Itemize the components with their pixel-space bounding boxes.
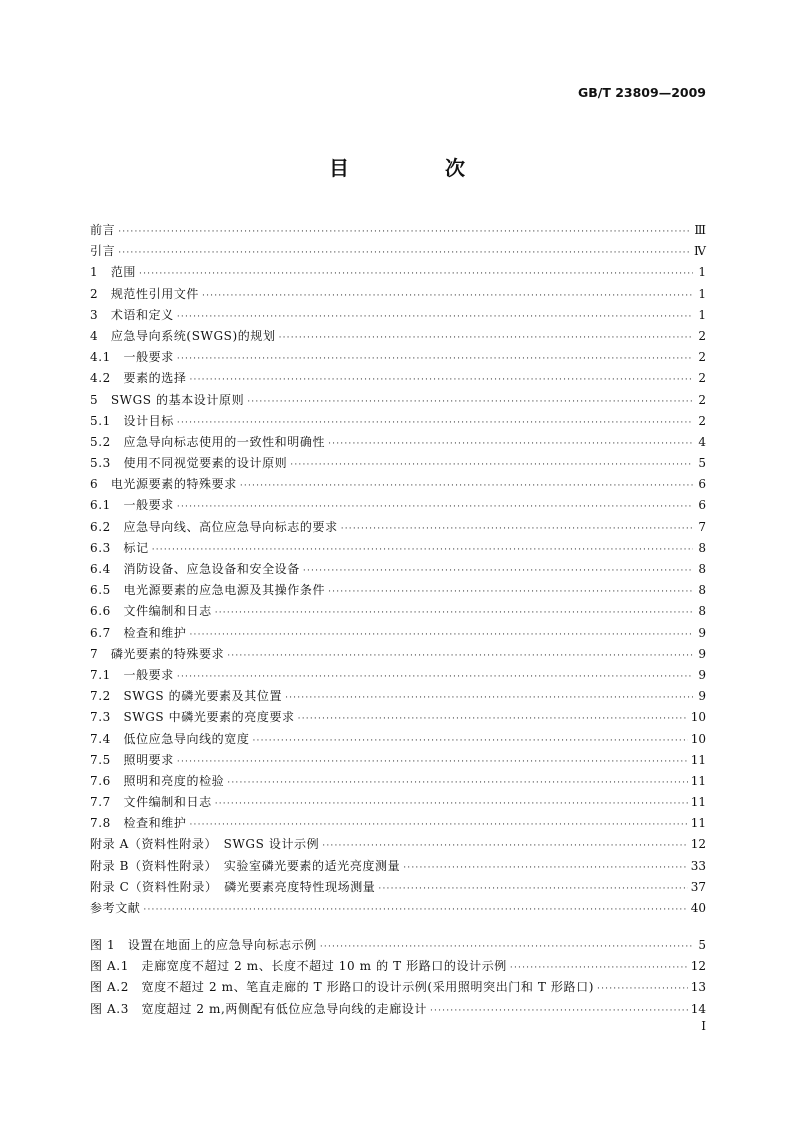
toc-entry-page-number: 8: [698, 583, 706, 598]
dot-leader: [430, 1001, 688, 1022]
dot-leader: [190, 625, 694, 646]
dot-leader: [298, 709, 688, 730]
figure-entry[interactable]: [90, 999, 706, 1020]
toc-entry-page-number: 11: [690, 752, 706, 767]
toc-entry-label: 附录 A（资料性附录） SWGS 设计示例: [90, 837, 320, 852]
table-of-contents: [90, 220, 706, 919]
dot-leader: [177, 307, 693, 328]
toc-entry-page-number: 9: [698, 667, 706, 682]
toc-entry-label: 附录 C（资料性附录） 磷光要素亮度特性现场测量: [90, 879, 376, 894]
toc-entry[interactable]: [90, 644, 706, 665]
toc-entry-label: 6 电光源要素的特殊要求: [90, 477, 237, 492]
toc-entry[interactable]: [90, 495, 706, 516]
toc-entry[interactable]: [90, 813, 706, 834]
page-folio: Ⅰ: [701, 1019, 706, 1033]
figure-entry[interactable]: [90, 977, 706, 998]
figure-entry-page-number: 12: [690, 959, 706, 974]
dot-leader: [215, 794, 688, 815]
toc-entry-label: 7.7 文件编制和日志: [90, 795, 212, 810]
toc-entry[interactable]: [90, 220, 706, 241]
toc-entry[interactable]: [90, 347, 706, 368]
toc-entry-label: 6.1 一般要求: [90, 498, 174, 513]
toc-entry[interactable]: [90, 241, 706, 262]
toc-entry-label: 5.2 应急导向标志使用的一致性和明确性: [90, 434, 326, 449]
toc-entry-label: 4.2 要素的选择: [90, 371, 187, 386]
dot-leader: [328, 434, 693, 455]
dot-leader: [152, 540, 693, 561]
toc-entry-label: 3 术语和定义: [90, 307, 174, 322]
toc-entry[interactable]: [90, 432, 706, 453]
toc-entry-page-number: 1: [698, 265, 706, 280]
toc-entry-page-number: 8: [698, 540, 706, 555]
toc-entry[interactable]: [90, 856, 706, 877]
toc-entry-page-number: 7: [698, 519, 706, 534]
dot-leader: [341, 519, 693, 540]
dot-leader: [279, 328, 693, 349]
toc-entry[interactable]: [90, 580, 706, 601]
dot-leader: [597, 979, 688, 1000]
toc-entry-label: 6.2 应急导向线、高位应急导向标志的要求: [90, 519, 338, 534]
toc-entry-page-number: 2: [698, 328, 706, 343]
figure-entry-label: 图 A.1 走廊宽度不超过 2 m、长度不超过 10 m 的 T 形路口的设计示例: [90, 959, 507, 974]
toc-entry[interactable]: [90, 453, 706, 474]
toc-entry[interactable]: [90, 368, 706, 389]
toc-entry[interactable]: [90, 792, 706, 813]
toc-entry-label: 7.5 照明要求: [90, 752, 174, 767]
dot-leader: [322, 836, 687, 857]
toc-entry[interactable]: [90, 538, 706, 559]
dot-leader: [177, 667, 693, 688]
toc-entry-label: 7 磷光要素的特殊要求: [90, 646, 225, 661]
dot-leader: [139, 264, 693, 285]
toc-entry[interactable]: [90, 877, 706, 898]
toc-entry-page-number: 9: [698, 625, 706, 640]
toc-entry[interactable]: [90, 898, 706, 919]
toc-entry[interactable]: [90, 623, 706, 644]
toc-entry-label: 2 规范性引用文件: [90, 286, 200, 301]
toc-entry[interactable]: [90, 750, 706, 771]
dot-leader: [215, 603, 693, 624]
toc-entry-label: 5 SWGS 的基本设计原则: [90, 392, 245, 407]
figure-entry[interactable]: [90, 935, 706, 956]
toc-entry[interactable]: [90, 411, 706, 432]
toc-entry-page-number: 11: [690, 816, 706, 831]
figure-entry-label: 图 A.2 宽度不超过 2 m、笔直走廊的 T 形路口的设计示例(采用照明突出门和 T 形路口): [90, 980, 595, 995]
toc-entry-page-number: 11: [690, 795, 706, 810]
dot-leader: [118, 222, 691, 243]
dot-leader: [190, 815, 688, 836]
dot-leader: [320, 937, 693, 958]
dot-leader: [247, 392, 693, 413]
toc-entry-label: 参考文献: [90, 901, 141, 915]
toc-entry[interactable]: [90, 729, 706, 750]
toc-entry-page-number: 1: [698, 307, 706, 322]
dot-leader: [118, 243, 691, 264]
toc-entry-page-number: Ⅲ: [694, 223, 706, 237]
toc-entry-page-number: 10: [690, 710, 706, 725]
toc-entry-page-number: 37: [690, 879, 706, 894]
dot-leader: [378, 879, 687, 900]
dot-leader: [290, 455, 693, 476]
toc-entry-page-number: 6: [698, 477, 706, 492]
toc-entry-page-number: 8: [698, 604, 706, 619]
toc-entry-label: 前言: [90, 223, 116, 237]
dot-leader: [202, 286, 693, 307]
dot-leader: [253, 731, 688, 752]
toc-entry[interactable]: [90, 559, 706, 580]
page-title: 目 次: [329, 156, 503, 180]
toc-entry-label: 4 应急导向系统(SWGS)的规划: [90, 328, 276, 343]
toc-entry-label: 引言: [90, 244, 116, 259]
figure-entry-page-number: 14: [690, 1001, 706, 1016]
toc-entry[interactable]: [90, 686, 706, 707]
dot-leader: [227, 773, 687, 794]
toc-entry-page-number: 33: [690, 858, 706, 873]
dot-leader: [510, 958, 688, 979]
toc-entry[interactable]: [90, 517, 706, 538]
toc-entry-page-number: 12: [690, 837, 706, 852]
toc-entry[interactable]: [90, 326, 706, 347]
figure-entry-label: 图 1 设置在地面上的应急导向标志示例: [90, 938, 317, 952]
toc-entry-label: 7.1 一般要求: [90, 667, 174, 682]
list-of-figures: [90, 935, 706, 1020]
toc-entry-label: 4.1 一般要求: [90, 350, 174, 365]
toc-entry[interactable]: [90, 771, 706, 792]
dot-leader: [403, 858, 687, 879]
toc-entry[interactable]: [90, 707, 706, 728]
toc-entry-page-number: 6: [698, 498, 706, 513]
toc-entry-page-number: 4: [698, 434, 706, 449]
toc-entry-page-number: 10: [690, 731, 706, 746]
toc-entry[interactable]: [90, 262, 706, 283]
toc-entry-page-number: Ⅳ: [694, 244, 706, 259]
dot-leader: [177, 752, 688, 773]
toc-entry-page-number: 11: [690, 773, 706, 788]
dot-leader: [190, 370, 694, 391]
dot-leader: [227, 646, 693, 667]
toc-entry-label: 5.1 设计目标: [90, 413, 174, 428]
dot-leader: [328, 582, 693, 603]
toc-entry-page-number: 2: [698, 371, 706, 386]
toc-entry-label: 5.3 使用不同视觉要素的设计原则: [90, 456, 288, 471]
dot-leader: [177, 349, 693, 370]
toc-entry[interactable]: [90, 284, 706, 305]
toc-entry[interactable]: [90, 665, 706, 686]
toc-entry-page-number: 40: [690, 901, 706, 915]
toc-entry-page-number: 2: [698, 413, 706, 428]
dot-leader: [177, 497, 693, 518]
toc-entry-label: 6.5 电光源要素的应急电源及其操作条件: [90, 583, 326, 598]
toc-entry[interactable]: [90, 305, 706, 326]
toc-entry[interactable]: [90, 390, 706, 411]
toc-entry-label: 7.3 SWGS 中磷光要素的亮度要求: [90, 710, 295, 725]
toc-entry-label: 6.7 检查和维护: [90, 625, 187, 640]
toc-entry-label: 7.6 照明和亮度的检验: [90, 773, 225, 788]
dot-leader: [240, 476, 693, 497]
dot-leader: [285, 688, 693, 709]
toc-entry-page-number: 2: [698, 350, 706, 365]
toc-entry-label: 7.4 低位应急导向线的宽度: [90, 731, 250, 746]
toc-entry-label: 6.4 消防设备、应急设备和安全设备: [90, 562, 300, 576]
toc-entry-page-number: 9: [698, 689, 706, 704]
toc-entry[interactable]: [90, 601, 706, 622]
toc-entry[interactable]: [90, 474, 706, 495]
toc-entry-label: 6.3 标记: [90, 540, 149, 555]
figure-entry-label: 图 A.3 宽度超过 2 m,两侧配有低位应急导向线的走廊设计: [90, 1001, 427, 1016]
figure-entry-page-number: 5: [698, 938, 706, 952]
figure-entry[interactable]: [90, 956, 706, 977]
toc-entry-page-number: 1: [698, 286, 706, 301]
toc-entry[interactable]: [90, 834, 706, 855]
toc-entry-page-number: 8: [698, 562, 706, 576]
standard-number: GB/T 23809—2009: [577, 85, 706, 100]
toc-entry-label: 7.2 SWGS 的磷光要素及其位置: [90, 689, 283, 704]
toc-entry-page-number: 9: [698, 646, 706, 661]
toc-entry-label: 7.8 检查和维护: [90, 816, 187, 831]
toc-entry-page-number: 2: [698, 392, 706, 407]
dot-leader: [143, 900, 687, 921]
dot-leader: [303, 561, 693, 582]
toc-entry-label: 6.6 文件编制和日志: [90, 604, 212, 619]
dot-leader: [177, 413, 693, 434]
toc-entry-label: 附录 B（资料性附录） 实验室磷光要素的适光亮度测量: [90, 858, 401, 873]
toc-entry-page-number: 5: [698, 456, 706, 471]
toc-entry-label: 1 范围: [90, 265, 137, 280]
figure-entry-page-number: 13: [690, 980, 706, 995]
